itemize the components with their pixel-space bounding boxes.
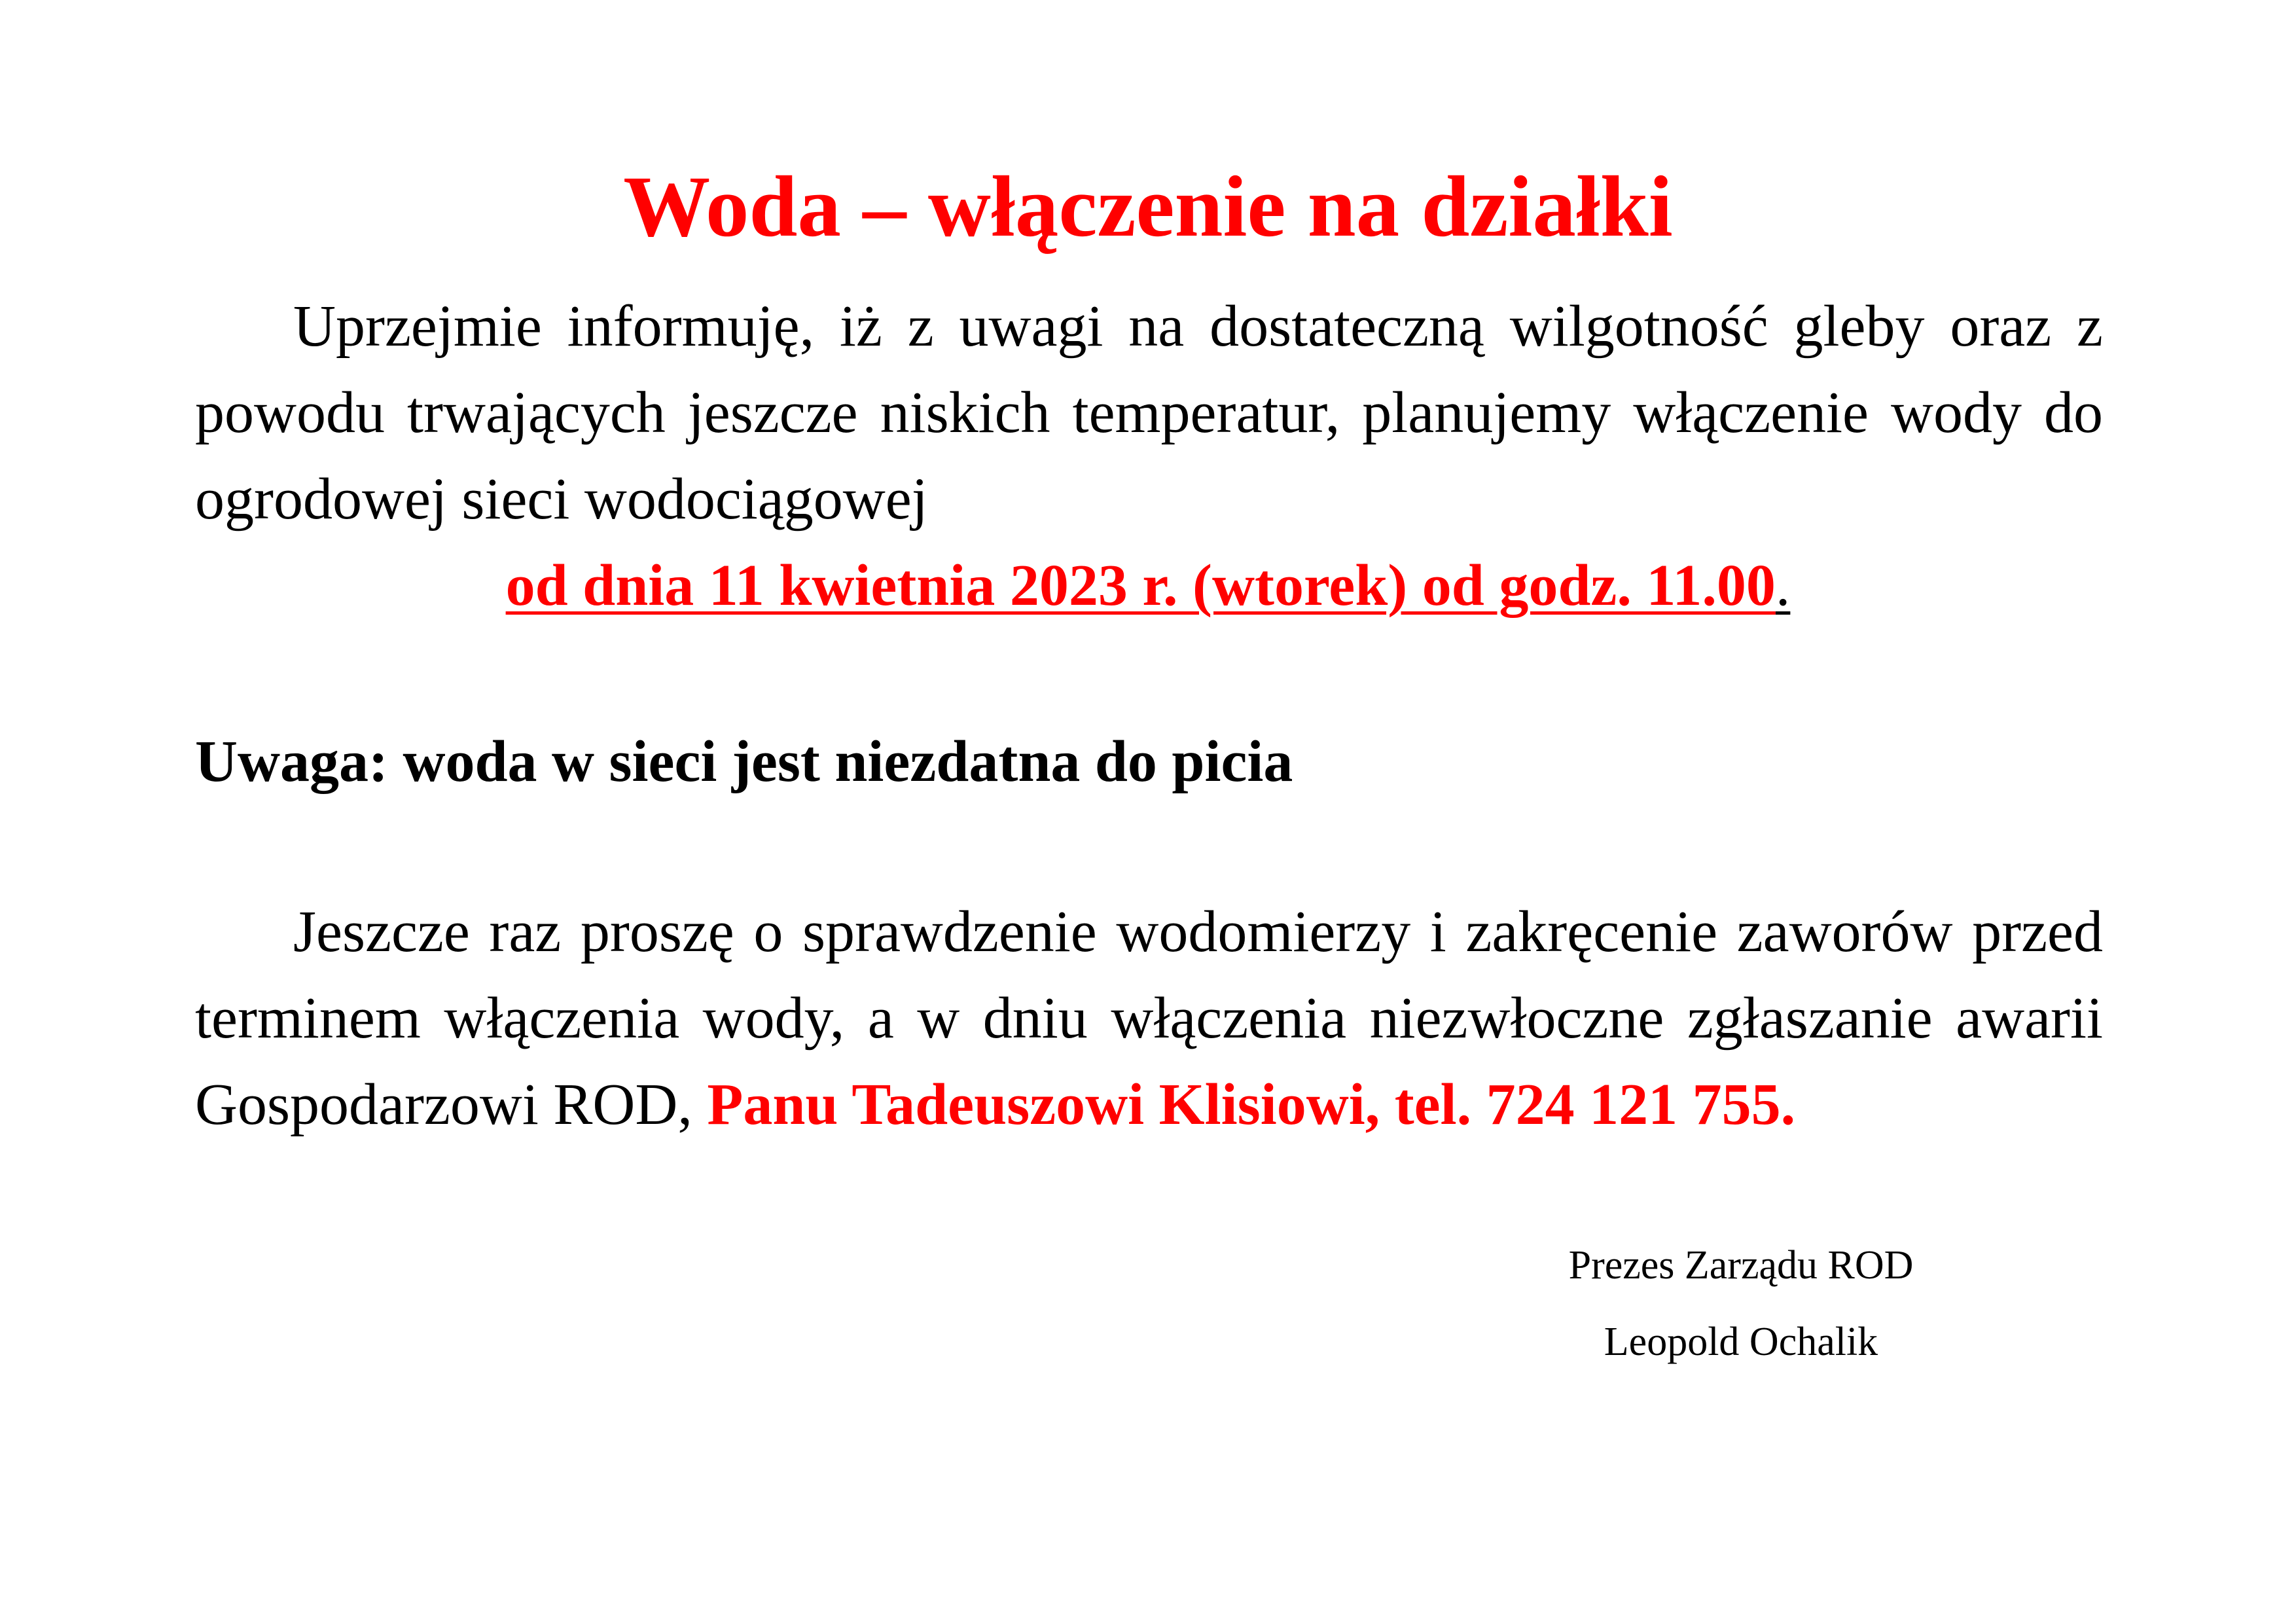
closing-paragraph-text: Jeszcze raz proszę o sprawdzenie wodomierzy i zakręcenie zaworów przed terminem włączenia wody, a w dniu włączenia niezwłoczne zgłaszanie awarii Gospodarzowi ROD, bbox=[195, 899, 2103, 1137]
signature-name: Leopold Ochalik bbox=[1604, 1320, 1878, 1364]
page-title: Woda – włączenie na działki bbox=[623, 158, 1673, 255]
warning-notice: Uwaga: woda w sieci jest niezdatna do picia bbox=[195, 729, 1293, 794]
date-line bbox=[0, 543, 2296, 629]
date-highlight: od dnia 11 kwietnia 2023 r. (wtorek) od godz. 11.00 bbox=[505, 553, 1776, 618]
closing-paragraph bbox=[195, 889, 2103, 1148]
signature-role: Prezes Zarządu ROD bbox=[1568, 1243, 1914, 1288]
intro-paragraph-text: Uprzejmie informuję, iż z uwagi na dostateczną wilgotność gleby oraz z powodu trwających jeszcze niskich temperatur, planujemy włączenie wody do ogrodowej sieci wodociągowej bbox=[195, 294, 2103, 532]
intro-paragraph bbox=[195, 283, 2103, 543]
contact-highlight: Panu Tadeuszowi Klisiowi, tel. 724 121 755. bbox=[707, 1072, 1796, 1137]
date-punctuation: . bbox=[1775, 553, 1791, 618]
